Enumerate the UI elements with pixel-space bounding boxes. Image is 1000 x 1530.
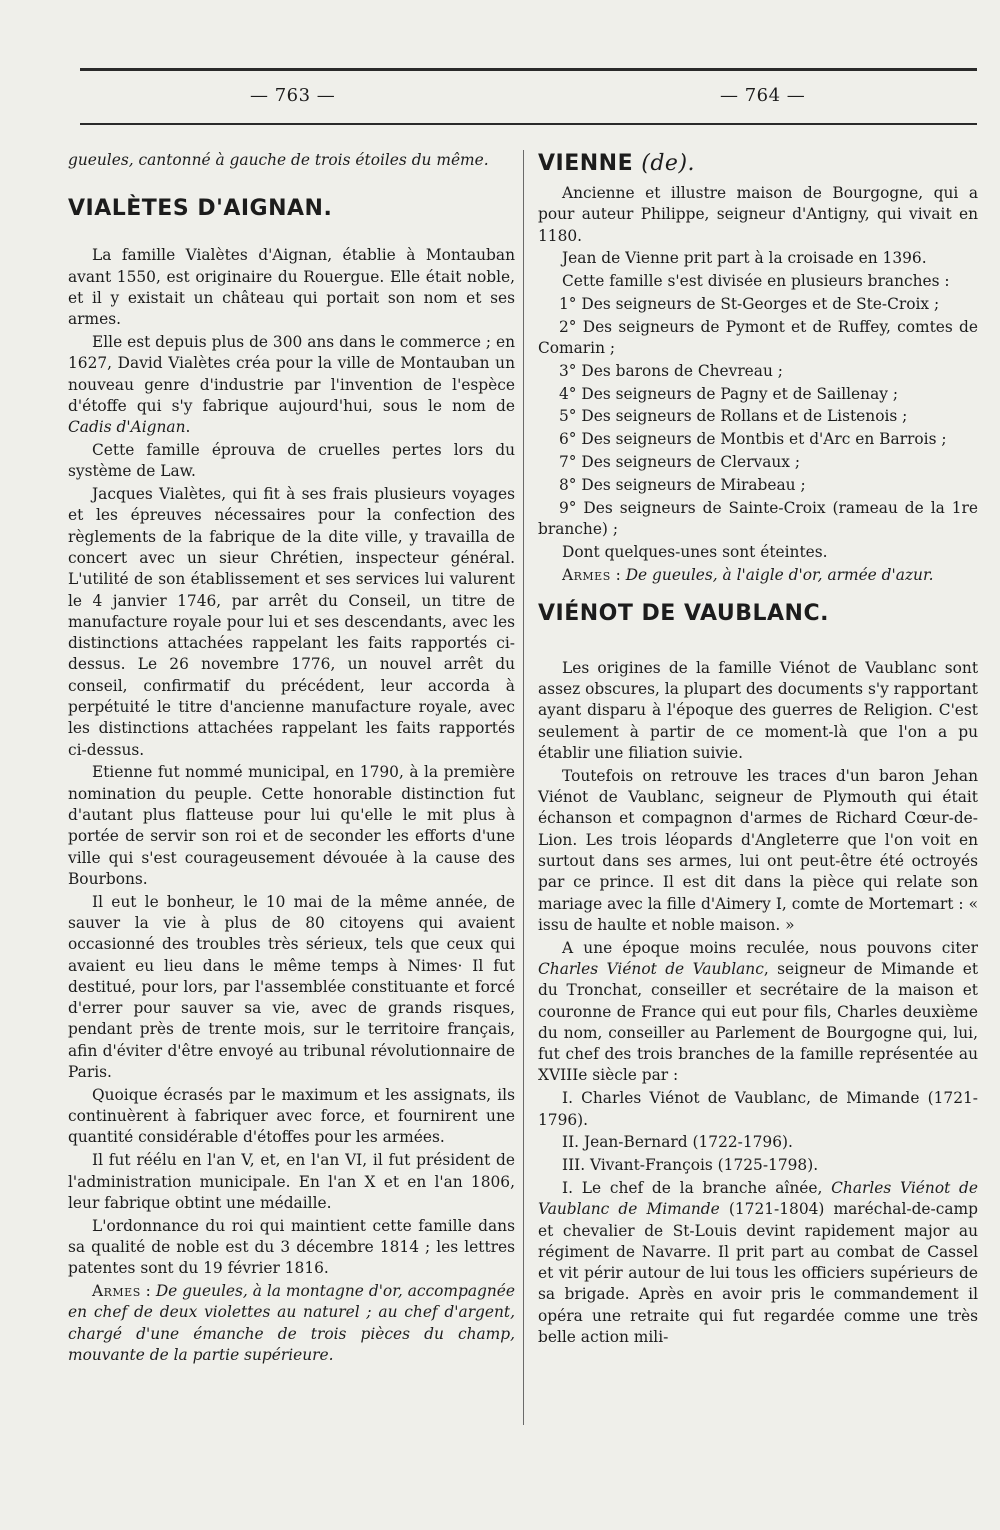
branch-item: 2° Des seigneurs de Pymont et de Ruffey, comtes de Comarin ; xyxy=(538,317,978,358)
armes-vialetes: Armes : De gueules, à la montagne d'or, accompagnée en chef de deux violettes au naturel ; au chef d'argent, chargé d'une émanche de trois pièces du champ, mouvante de la partie supérieure. xyxy=(68,1282,515,1364)
armes-vienne: Armes : De gueules, à l'aigle d'or, armée d'azur. xyxy=(562,565,934,584)
paragraph: Toutefois on retrouve les traces d'un baron Jehan Viénot de Vaublanc, seigneur de Plymouth qui était échanson et compagnon d'armes de Richard Cœur-de-Lion. Les trois léopards d'Angleterre que l'on voit en surtout dans ses armes, lui ont peut-être été octroyés par ce prince. Il est dit dans la pièce qui relate son mariage avec la fille d'Aimery I, comte de Mortemart : « issu de haulte et noble maison. » xyxy=(538,766,978,934)
page-number-left: — 763 — xyxy=(250,85,336,106)
branch-item: 7° Des seigneurs de Clervaux ; xyxy=(559,453,801,472)
branch-item: 5° Des seigneurs de Rollans et de Listenois ; xyxy=(559,407,908,426)
branch-item: 3° Des barons de Chevreau ; xyxy=(559,361,783,380)
branch-item: 4° Des seigneurs de Pagny et de Saillenay ; xyxy=(559,384,899,403)
paragraph: L'ordonnance du roi qui maintient cette famille dans sa qualité de noble est du 3 décembre 1814 ; les lettres patentes sont du 19 février 1816. xyxy=(68,1216,515,1278)
paragraph: I. Charles Viénot de Vaublanc, de Mimande (1721-1796). xyxy=(538,1089,978,1129)
paragraph: Jacques Vialètes, qui fit à ses frais plusieurs voyages et les épreuves nécessaires pour la confection des règlements de la fabrique de la dite ville, y travailla de concert avec un sieur Chrétien, inspecteur général. L'utilité de son établissement et ses services lui valurent le 4 janvier 1746, par arrêt du Conseil, un titre de manufacture royale pour lui et ses descendants, avec les distinctions attachées rappelant les faits rapportés ci-dessus. Le 26 novembre 1776, un nouvel arrêt du conseil, confirmatif du précédent, leur accorda à perpétuité le titre d'ancienne manufacture royale, avec les distinctions attachées rappelant les faits rapportés ci-dessus. xyxy=(68,485,515,759)
heading-vienne: VIENNE (de). xyxy=(538,151,696,176)
left-column xyxy=(68,150,515,1368)
paragraph: Elle est depuis plus de 300 ans dans le commerce ; en 1627, David Vialètes créa pour la ville de Montauban un nouveau genre d'industrie par l'invention de l'espèce d'étoffe qui s'y fabrique aujourd'hui, sous le nom de Cadis d'Aignan. xyxy=(68,332,515,437)
page-number-right: — 764 — xyxy=(720,85,806,106)
right-column xyxy=(538,150,978,1350)
header-rule-top xyxy=(80,68,977,71)
paragraph: Quoique écrasés par le maximum et les assignats, ils continuèrent à fabriquer avec force, et fournirent une quantité considérable d'étoffes pour les armées. xyxy=(68,1085,515,1147)
header-rule-bottom xyxy=(80,123,977,125)
branch-item: 6° Des seigneurs de Montbis et d'Arc en Barrois ; xyxy=(559,430,947,449)
paragraph: I. Le chef de la branche aînée, Charles Viénot de Vaublanc de Mimande (1721-1804) maréchal-de-camp et chevalier de St-Louis devint rapidement major au régiment de Navarre. Il prit part au combat de Cassel et vit périr autour de lui tous les officiers supérieurs de sa brigade. Après en avoir pris le commandement il opéra une retraite qui fut regardée comme une très belle action mili- xyxy=(538,1178,979,1347)
paragraph: Cette famille éprouva de cruelles pertes lors du système de Law. xyxy=(68,440,515,481)
paragraph: Dont quelques-unes sont éteintes. xyxy=(562,542,828,561)
paragraph: Ancienne et illustre maison de Bourgogne, qui a pour auteur Philippe, seigneur d'Antigny, qui vivait en 1180. xyxy=(538,184,978,245)
paragraph: A une époque moins reculée, nous pouvons citer Charles Viénot de Vaublanc, seigneur de Mimande et du Tronchat, conseiller et secrétaire de la maison et couronne de France qui eut pour fils, Charles deuxième du nom, conseiller au Parlement de Bourgogne qui, lui, fut chef des trois branches de la famille représentée au XVIIIe siècle par : xyxy=(538,938,979,1085)
branch-item: 9° Des seigneurs de Sainte-Croix (rameau de la 1re branche) ; xyxy=(538,498,978,538)
paragraph: Cette famille s'est divisée en plusieurs branches : xyxy=(562,272,950,291)
continued-text: gueules, cantonné à gauche de trois étoiles du même. xyxy=(68,151,489,169)
paragraph: Jean de Vienne prit part à la croisade en 1396. xyxy=(562,249,927,268)
heading-vienot: VIÉNOT DE VAUBLANC. xyxy=(538,600,829,626)
paragraph: Il fut réélu en l'an V, et, en l'an VI, il fut président de l'administration municipale. En l'an X et en l'an 1806, leur fabrique obtint une médaille. xyxy=(68,1151,515,1212)
paragraph: Etienne fut nommé municipal, en 1790, à la première nomination du peuple. Cette honorable distinction fut d'autant plus flatteuse pour lui qu'elle le mit plus à portée de servir son roi et de seconder les efforts d'une ville qui s'est courageusement dévouée à la cause des Bourbons. xyxy=(68,763,515,888)
branch-item: 1° Des seigneurs de St-Georges et de Ste-Croix ; xyxy=(559,294,940,313)
paragraph: III. Vivant-François (1725-1798). xyxy=(562,1156,819,1175)
branch-item: 8° Des seigneurs de Mirabeau ; xyxy=(559,475,806,494)
paragraph: II. Jean-Bernard (1722-1796). xyxy=(562,1133,793,1152)
paragraph: La famille Vialètes d'Aignan, établie à Montauban avant 1550, est originaire du Rouergue. Elle était noble, et il y existait un château qui portait son nom et ses armes. xyxy=(68,246,515,329)
heading-vialetes: VIALÈTES D'AIGNAN. xyxy=(68,196,333,222)
paragraph: Il eut le bonheur, le 10 mai de la même année, de sauver la vie à plus de 80 citoyens qui avaient occasionné des troubles très sérieux, tels que ceux qui avaient eu lieu dans le même temps à Nimes· Il fut destitué, pour lors, par l'assemblée constituante et forcé d'errer pour sauver sa vie, avec de grands risques, pendant près de trente mois, sur le territoire français, afin d'éviter d'être envoyé au tribunal révolutionnaire de Paris. xyxy=(68,892,515,1082)
column-divider xyxy=(523,150,524,1425)
paragraph: Les origines de la famille Viénot de Vaublanc sont assez obscures, la plupart des documents s'y rapportant ayant disparu à l'époque des guerres de Religion. C'est seulement à partir de ce moment-là que l'on a pu établir une filiation suivie. xyxy=(538,658,978,763)
